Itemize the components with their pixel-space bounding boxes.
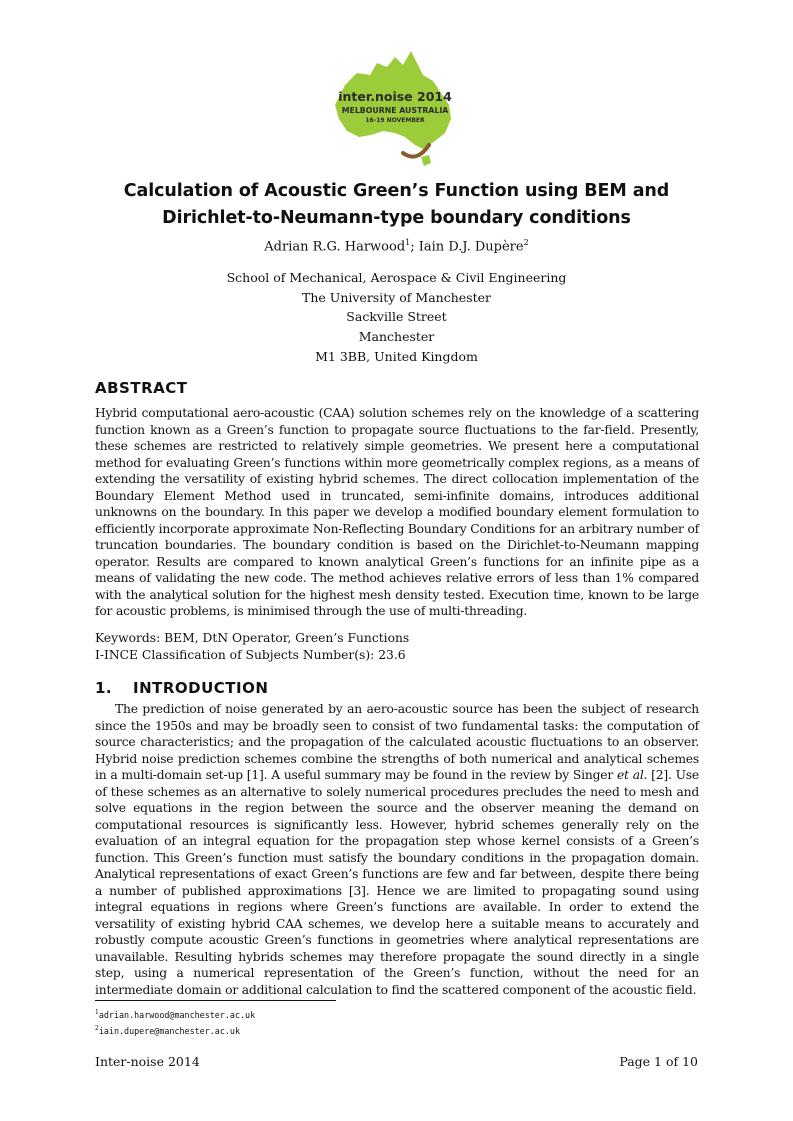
footnote-mark: 2 <box>95 1024 99 1032</box>
affiliation-line: Sackville Street <box>346 309 447 325</box>
logo-location: MELBOURNE AUSTRALIA <box>341 106 449 115</box>
footnote <box>95 1006 255 1022</box>
affiliation-line: Manchester <box>358 329 435 345</box>
footnote-mark: 1 <box>95 1009 99 1016</box>
author-name: Iain D.J. Dupère <box>418 239 524 255</box>
author-separator: ; <box>410 239 419 255</box>
logo-title: inter.noise 2014 <box>338 89 452 104</box>
abstract-text: Hybrid computational aero-acoustic (CAA) solution schemes rely on the knowledge of a scattering function known as a Green’s function to propagate source fluctuations to the far-field. Presently, these schemes are restricted to relatively simple geometries. We present here a computational method for evaluating Green’s functions within more geometrically complex regions, as a means of extending the versatility of existing hybrid schemes. The direct collocation implementation of the Boundary Element Method used in truncated, semi-infinite domains, introduces additional unknowns on the boundary. In this paper we develop a modified boundary element formulation to efficiently incorporate approximate Non-Reflecting Boundary Conditions for an arbitrary number of truncation boundaries. The boundary condition is based on the Dirichlet-to-Neumann mapping operator. Results are compared to known analytical Green’s functions for an infinite pipe as a means of validating the new code. The method achieves relative errors of less than 1% compared with the analytical solution for the highest mesh density tested. Execution time, known to be large for acoustic problems, is minimised through the use of multi-threading. <box>95 406 699 618</box>
author-name: Adrian R.G. Harwood <box>264 239 406 255</box>
affiliation-line: The University of Manchester <box>302 289 491 305</box>
affiliation-block <box>0 268 793 367</box>
classification-line: I-INCE Classification of Subjects Number(s): 23.6 <box>95 647 406 662</box>
logo-dates: 16-19 NOVEMBER <box>365 117 425 124</box>
section-heading-introduction <box>95 679 268 697</box>
footer-conference: Inter-noise 2014 <box>95 1054 200 1069</box>
keywords-block <box>95 630 409 663</box>
footnote <box>95 1022 255 1038</box>
title-line-2: Dirichlet-to-Neumann-type boundary conditions <box>162 208 631 228</box>
title-line-1: Calculation of Acoustic Green’s Function using BEM and <box>123 181 670 201</box>
affiliation-line: M1 3BB, United Kingdom <box>315 348 478 364</box>
conference-logo <box>325 45 465 175</box>
tasmania-shape <box>421 155 431 166</box>
footnote-rule <box>95 1000 336 1001</box>
footnotes-block <box>95 1006 255 1038</box>
keywords-line: Keywords: BEM, DtN Operator, Green’s Functions <box>95 631 410 645</box>
footnote-email[interactable]: iain.dupere@manchester.ac.uk <box>98 1025 241 1036</box>
section-title: INTRODUCTION <box>133 679 269 697</box>
footer-page-number: Page 1 of 10 <box>619 1054 698 1069</box>
footnote-email[interactable]: adrian.harwood@manchester.ac.uk <box>98 1009 256 1020</box>
intro-text-part-1: The prediction of noise generated by an aero-acoustic source has been the subject of research since the 1950s and may be broadly seen to consist of two fundamental tasks: the computation of source characteristics; and the propagation of the calculated acoustic fluctuations to an observer. Hybrid noise prediction schemes combine the strengths of both numerical and analytical schemes in a multi-domain set-up [1]. A useful summary may be found in the review by Singer <box>95 702 699 782</box>
author-footnote-mark: 1 <box>405 238 411 247</box>
intro-et-al: et al. <box>616 768 648 782</box>
author-footnote-mark: 2 <box>523 238 529 247</box>
intro-text-part-2: [2]. Use of these schemes as an alternative to solely numerical procedures precludes the need to mesh and solve equations in the region between the source and the observer meaning the demand on computational resources is significantly less. However, hybrid schemes generally rely on the evaluation of an integral equation for the propagation step whose kernel consists of a Green’s function. This Green’s function must satisfy the boundary conditions in the propagation domain. Analytical representations of exact Green’s functions are few and far between, despite there being a number of published approximations [3]. Hence we are limited to propagating sound using integral equations in regions where Green’s functions are available. In order to extend the versatility of existing hybrid CAA schemes, we develop here a suitable means to accurately and robustly compute acoustic Green’s functions in geometries where analytical representations are unavailable. Resulting hybrids schemes may therefore propagate the sound directly in a single step, using a numerical representation of the Green’s function, without the need for an intermediate domain or additional calculation to find the scattered component of the acoustic field. <box>95 768 699 997</box>
section-number: 1. <box>95 679 113 697</box>
abstract-heading: ABSTRACT <box>95 379 188 397</box>
affiliation-line: School of Mechanical, Aerospace & Civil Engineering <box>226 270 567 285</box>
introduction-paragraph <box>95 701 699 998</box>
paper-title <box>60 178 733 232</box>
author-list <box>0 238 793 254</box>
